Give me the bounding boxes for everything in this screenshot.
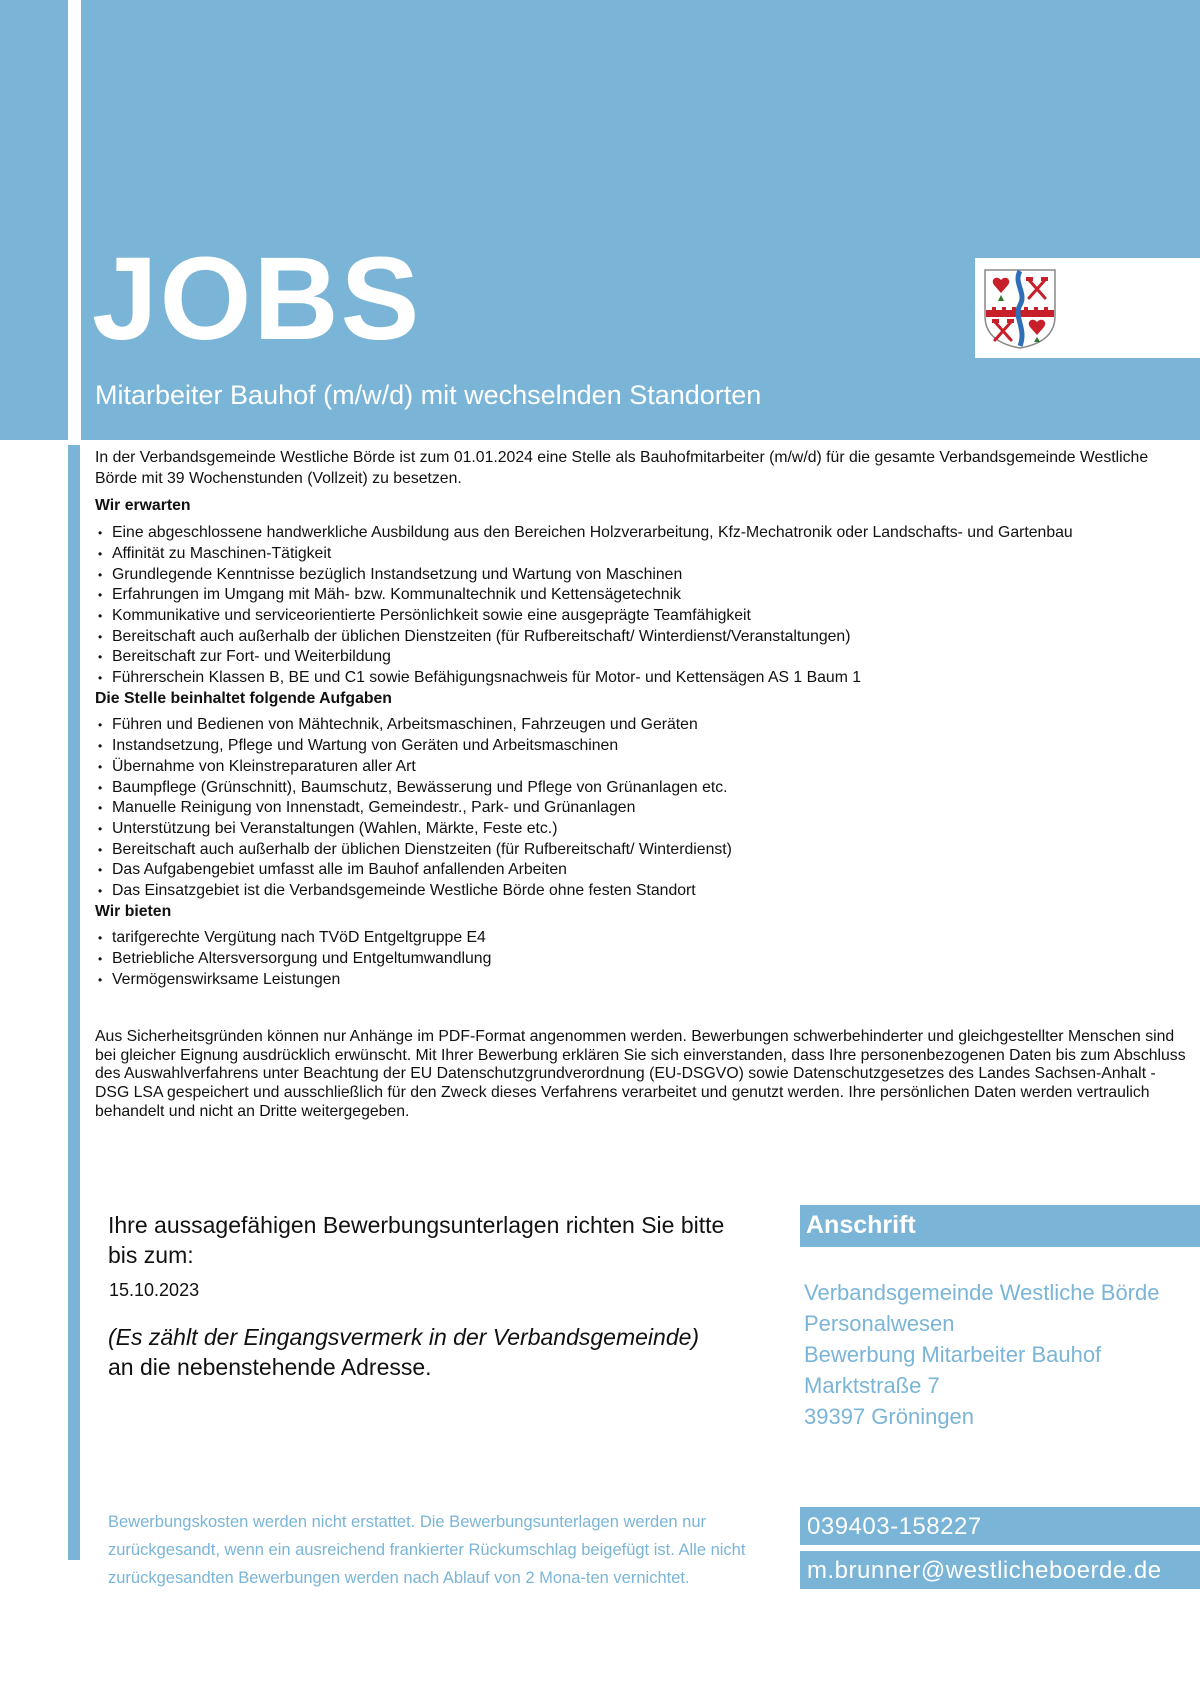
list-item: • Das Aufgabengebiet umfasst alle im Bauhof anfallenden Arbeiten	[95, 860, 1180, 881]
list-item: • Bereitschaft zur Fort- und Weiterbildung	[95, 647, 1180, 668]
list-item: • Übernahme von Kleinstreparaturen aller Art	[95, 757, 1180, 778]
email-address[interactable]: m.brunner@westlicheboerde.de	[800, 1551, 1200, 1589]
costs-note: Bewerbungskosten werden nicht erstattet. Die Bewerbungsunterlagen werden nur zurückgesandt, wenn ein ausreichend frankierter Rückumschlag beigefügt ist. Alle nicht zurückgesandten Bewerbungen werden nach Ablauf von 2 Mona-ten vernichtet.	[108, 1513, 746, 1587]
section-heading-tasks: Die Stelle beinhaltet folgende Aufgaben	[95, 689, 392, 707]
list-item: • Bereitschaft auch außerhalb der üblichen Dienstzeiten (für Rufbereitschaft/ Winterdienst/Veranstaltungen)	[95, 627, 1180, 648]
list-item: • Affinität zu Maschinen-Tätigkeit	[95, 544, 1180, 565]
list-item: • Instandsetzung, Pflege und Wartung von Geräten und Arbeitsmaschinen	[95, 736, 1180, 757]
list-item: • tarifgerechte Vergütung nach TVöD Entgeltgruppe E4	[95, 928, 1180, 949]
postal-address	[804, 1277, 1159, 1432]
section-heading-offer: Wir bieten	[95, 902, 172, 920]
list-item: • Kommunikative und serviceorientierte Persönlichkeit sowie eine ausgeprägte Teamfähigkeit	[95, 606, 1180, 627]
intro-text: In der Verbandsgemeinde Westliche Börde ist zum 01.01.2024 eine Stelle als Bauhofmitarbeiter (m/w/d) für die gesamte Verbandsgemeinde Westliche Börde mit 39 Wochenstunden (Vollzeit) zu besetzen.	[95, 449, 1149, 487]
phone-number[interactable]: 039403-158227	[800, 1507, 1200, 1545]
list-item: • Bereitschaft auch außerhalb der üblichen Dienstzeiten (für Rufbereitschaft/ Winterdienst)	[95, 840, 1180, 861]
application-instruction: Ihre aussagefähigen Bewerbungsunterlagen richten Sie bitte bis zum:	[108, 1212, 725, 1268]
list-item: • Baumpflege (Grünschnitt), Baumschutz, Bewässerung und Pflege von Grünanlagen etc.	[95, 778, 1180, 799]
side-bar	[68, 445, 80, 1560]
section-heading-expect: Wir erwarten	[95, 497, 191, 515]
job-subtitle: Mitarbeiter Bauhof (m/w/d) mit wechselnden Standorten	[95, 380, 762, 410]
header-stripe	[68, 0, 81, 440]
list-item: • Vermögenswirksame Leistungen	[95, 970, 1180, 991]
receipt-note-italic: (Es zählt der Eingangsvermerk in der Verbandsgemeinde)	[108, 1324, 700, 1350]
job-description	[95, 448, 1180, 991]
address-heading: Anschrift	[800, 1205, 1200, 1247]
list-item: • Führen und Bedienen von Mähtechnik, Arbeitsmaschinen, Fahrzeugen und Geräten	[95, 715, 1180, 736]
list-item: • Das Einsatzgebiet ist die Verbandsgemeinde Westliche Börde ohne festen Standort	[95, 881, 1180, 902]
receipt-note-rest: an die nebenstehende Adresse.	[108, 1354, 432, 1380]
page-title: JOBS	[92, 233, 422, 365]
address-line: Verbandsgemeinde Westliche Börde	[804, 1280, 1160, 1305]
list-item: • Betriebliche Altersversorgung und Entgeltumwandlung	[95, 949, 1180, 970]
coat-of-arms-icon	[983, 268, 1057, 350]
header-band	[0, 0, 1200, 440]
address-line: 39397 Gröningen	[804, 1404, 975, 1429]
application-deadline: 15.10.2023	[109, 1280, 200, 1300]
privacy-notice: Aus Sicherheitsgründen können nur Anhänge im PDF-Format angenommen werden. Bewerbungen schwerbehinderter und gleichgestellter Menschen sind bei gleicher Eignung ausdrücklich erwünscht. Mit Ihrer Bewerbung erklären Sie sich einverstanden, dass Ihre personenbezogenen Daten bis zum Abschluss des Auswahlverfahrens unter Beachtung der EU Datenschutzgrundverordnung (EU-DSGVO) sowie Datenschutzgesetzes des Landes Sachsen-Anhalt - DSG LSA gespeichert und ausschließlich für den Zweck dieses Verfahrens verarbeitet und genutzt werden. Ihre persönlichen Daten werden vertraulich behandelt und nicht an Dritte weitergegeben.	[95, 1028, 1186, 1120]
receipt-note	[108, 1322, 768, 1382]
list-item: • Erfahrungen im Umgang mit Mäh- bzw. Kommunaltechnik und Kettensägetechnik	[95, 585, 1180, 606]
address-line: Personalwesen	[804, 1311, 955, 1336]
list-item: • Manuelle Reinigung von Innenstadt, Gemeindestr., Park- und Grünanlagen	[95, 798, 1180, 819]
offer-list	[95, 928, 1180, 990]
tasks-list	[95, 715, 1180, 901]
list-item: • Eine abgeschlossene handwerkliche Ausbildung aus den Bereichen Holzverarbeitung, Kfz-Mechatronik oder Landschafts- und Gartenbau	[95, 523, 1180, 544]
logo-box	[975, 258, 1200, 358]
list-item: • Führerschein Klassen B, BE und C1 sowie Befähigungsnachweis für Motor- und Kettensägen AS 1 Baum 1	[95, 668, 1180, 689]
list-item: • Unterstützung bei Veranstaltungen (Wahlen, Märkte, Feste etc.)	[95, 819, 1180, 840]
address-line: Bewerbung Mitarbeiter Bauhof	[804, 1342, 1102, 1367]
list-item: • Grundlegende Kenntnisse bezüglich Instandsetzung und Wartung von Maschinen	[95, 565, 1180, 586]
address-line: Marktstraße 7	[804, 1373, 940, 1398]
expect-list	[95, 523, 1180, 689]
